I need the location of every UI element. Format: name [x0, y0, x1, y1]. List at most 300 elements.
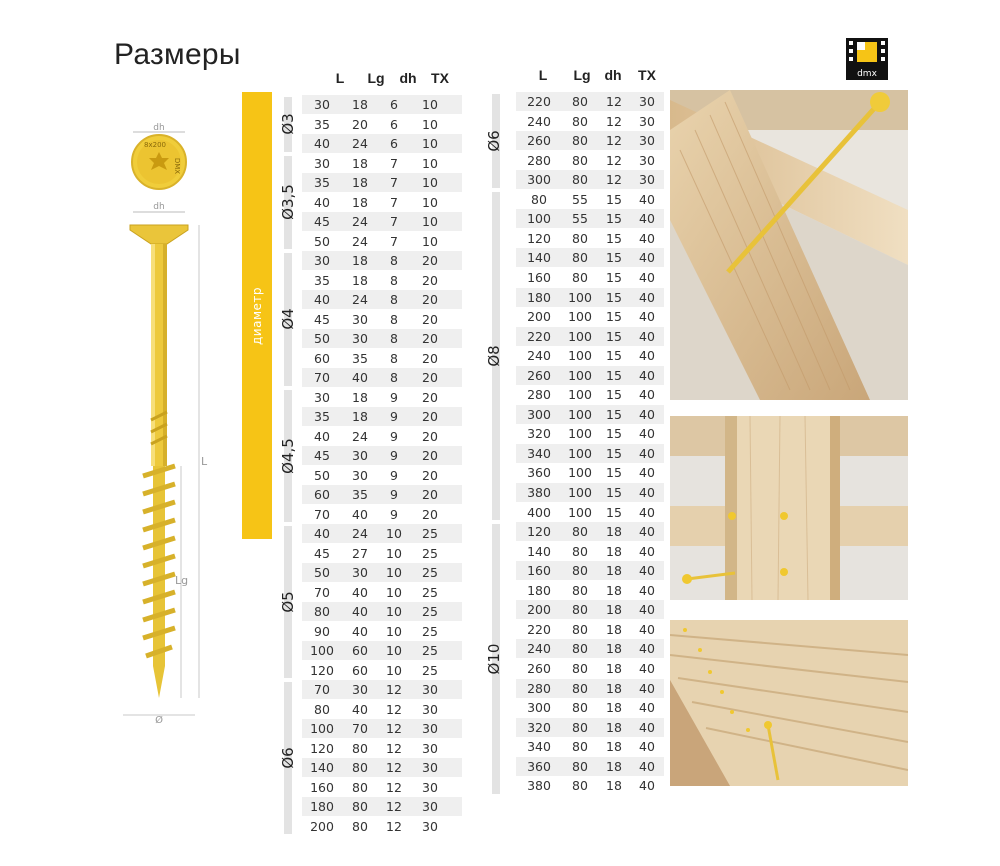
table-row [516, 327, 664, 346]
table-cell-Lg: 18 [352, 194, 368, 210]
table-cell-L: 90 [314, 623, 330, 639]
table-row [302, 329, 462, 348]
table-cell-dh: 9 [390, 487, 398, 502]
table-cell-Lg: 18 [352, 175, 368, 190]
table-cell-L: 100 [310, 721, 334, 736]
table-cell-dh: 15 [606, 269, 622, 285]
table-cell-L: 70 [314, 682, 330, 697]
table-cell-dh: 12 [606, 172, 622, 188]
table-cell-TX: 20 [422, 506, 438, 522]
table-cell-dh: 15 [606, 289, 622, 305]
table-row [302, 602, 462, 621]
table-cell-L: 180 [527, 289, 551, 305]
table-cell-Lg: 100 [568, 328, 592, 344]
table-cell-dh: 15 [606, 465, 622, 481]
table-cell-L: 70 [314, 584, 330, 600]
table-row [302, 641, 462, 660]
group-diameter-text: Ø10 [485, 643, 503, 675]
table-cell-L: 45 [314, 311, 330, 327]
table-cell-TX: 25 [422, 623, 438, 639]
table-cell-L: 280 [527, 152, 551, 168]
right-header-L: L [538, 67, 548, 83]
table-row [302, 622, 462, 641]
table-cell-dh: 12 [386, 799, 402, 814]
table-row [516, 522, 664, 541]
diameter-side-label: диаметр [250, 286, 264, 345]
table-row [516, 268, 664, 287]
table-row [302, 271, 462, 290]
table-cell-Lg: 35 [352, 487, 368, 502]
table-cell-Lg: 40 [352, 584, 368, 600]
table-row [516, 600, 664, 619]
table-cell-dh: 12 [386, 721, 402, 736]
table-cell-L: 120 [310, 740, 334, 756]
table-cell-dh: 9 [390, 389, 398, 405]
table-cell-dh: 6 [390, 97, 398, 112]
table-cell-TX: 25 [422, 565, 438, 580]
photo-deck-boards [670, 620, 908, 786]
group-diameter-text: Ø6 [485, 130, 503, 152]
table-cell-Lg: 60 [352, 662, 368, 678]
table-row [516, 561, 664, 580]
table-cell-Lg: 30 [352, 682, 368, 697]
table-cell-Lg: 80 [352, 760, 368, 775]
table-cell-dh: 18 [606, 739, 622, 755]
table-cell-dh: 18 [606, 719, 622, 735]
table-cell-TX: 40 [639, 602, 655, 618]
table-cell-L: 40 [314, 136, 330, 151]
table-row [302, 544, 462, 563]
table-row [516, 248, 664, 267]
table-cell-L: 80 [314, 604, 330, 619]
table-cell-TX: 40 [639, 230, 655, 246]
table-cell-TX: 20 [422, 331, 438, 346]
table-cell-Lg: 40 [352, 604, 368, 619]
table-cell-TX: 10 [422, 214, 438, 229]
table-cell-TX: 20 [422, 370, 438, 385]
table-cell-dh: 15 [606, 504, 622, 520]
photo-post-connection [670, 416, 908, 600]
table-cell-L: 35 [314, 175, 330, 190]
table-cell-Lg: 80 [572, 133, 588, 149]
table-cell-Lg: 40 [352, 623, 368, 639]
table-cell-TX: 40 [639, 641, 655, 657]
table-cell-L: 60 [314, 350, 330, 366]
table-cell-TX: 20 [422, 253, 438, 268]
table-cell-dh: 18 [606, 582, 622, 598]
table-cell-Lg: 80 [572, 739, 588, 755]
table-cell-Lg: 40 [352, 506, 368, 522]
table-row [302, 505, 462, 524]
table-row [302, 680, 462, 699]
table-row [516, 209, 664, 228]
table-cell-dh: 15 [606, 250, 622, 266]
table-row [516, 307, 664, 326]
L-label: L [201, 455, 208, 468]
table-cell-L: 300 [527, 172, 551, 188]
table-cell-Lg: 40 [352, 370, 368, 385]
table-cell-dh: 7 [390, 214, 398, 229]
table-cell-TX: 40 [639, 504, 655, 520]
group-diameter-label [484, 326, 504, 386]
table-row [516, 483, 664, 502]
table-cell-TX: 10 [422, 155, 438, 171]
table-cell-dh: 8 [390, 350, 398, 366]
table-cell-L: 70 [314, 370, 330, 385]
table-cell-L: 30 [314, 253, 330, 268]
table-cell-TX: 30 [422, 760, 438, 775]
table-cell-L: 30 [314, 97, 330, 112]
table-cell-Lg: 24 [352, 214, 368, 229]
table-cell-Lg: 100 [568, 289, 592, 305]
table-cell-TX: 10 [422, 194, 438, 210]
table-cell-dh: 15 [606, 426, 622, 442]
table-cell-L: 180 [527, 582, 551, 598]
table-cell-dh: 10 [386, 545, 402, 561]
table-row [516, 190, 664, 209]
left-header-dh: dh [399, 70, 417, 86]
table-row [302, 485, 462, 504]
table-cell-Lg: 30 [352, 331, 368, 346]
table-cell-dh: 8 [390, 331, 398, 346]
table-row [516, 229, 664, 248]
table-cell-TX: 20 [422, 409, 438, 424]
table-cell-TX: 40 [639, 387, 655, 403]
table-cell-L: 40 [314, 526, 330, 541]
table-cell-L: 80 [314, 701, 330, 717]
table-cell-L: 240 [527, 641, 551, 657]
table-row [302, 154, 462, 173]
table-row [302, 739, 462, 758]
table-cell-dh: 8 [390, 370, 398, 385]
table-cell-L: 50 [314, 467, 330, 483]
table-cell-L: 160 [527, 563, 551, 579]
table-cell-L: 70 [314, 506, 330, 522]
table-cell-L: 140 [527, 250, 551, 266]
table-cell-L: 360 [527, 758, 551, 774]
dh-label: dh [153, 202, 165, 212]
table-cell-Lg: 80 [572, 778, 588, 794]
table-row [516, 718, 664, 737]
table-cell-L: 30 [314, 389, 330, 405]
table-cell-Lg: 55 [572, 191, 588, 207]
table-cell-TX: 10 [422, 233, 438, 249]
table-cell-L: 35 [314, 272, 330, 288]
table-cell-TX: 30 [422, 721, 438, 736]
table-cell-Lg: 80 [572, 230, 588, 246]
table-cell-L: 45 [314, 448, 330, 463]
table-cell-TX: 40 [639, 700, 655, 716]
left-header-L: L [335, 70, 345, 86]
table-cell-dh: 15 [606, 485, 622, 500]
table-cell-dh: 18 [606, 778, 622, 794]
table-cell-Lg: 30 [352, 448, 368, 463]
table-cell-dh: 18 [606, 680, 622, 696]
table-cell-TX: 40 [639, 582, 655, 598]
table-cell-Lg: 24 [352, 292, 368, 307]
table-cell-dh: 9 [390, 448, 398, 463]
table-cell-Lg: 18 [352, 155, 368, 171]
diameter-side-bar [242, 92, 272, 539]
screw-diagram [115, 120, 220, 725]
table-cell-dh: 15 [606, 406, 622, 422]
table-row [302, 134, 462, 153]
group-diameter-label [484, 629, 504, 689]
table-cell-Lg: 40 [352, 701, 368, 717]
table-cell-Lg: 80 [572, 719, 588, 735]
table-cell-Lg: 80 [572, 152, 588, 168]
table-row [302, 700, 462, 719]
table-cell-dh: 8 [390, 272, 398, 288]
table-cell-dh: 9 [390, 467, 398, 483]
table-cell-Lg: 24 [352, 428, 368, 444]
table-cell-L: 320 [527, 426, 551, 442]
table-cell-Lg: 80 [572, 641, 588, 657]
group-diameter-label [278, 172, 298, 232]
table-cell-Lg: 80 [572, 269, 588, 285]
table-cell-L: 340 [527, 445, 551, 461]
table-row [302, 797, 462, 816]
table-cell-L: 50 [314, 331, 330, 346]
table-cell-TX: 20 [422, 467, 438, 483]
table-cell-dh: 12 [386, 760, 402, 775]
table-cell-TX: 40 [639, 543, 655, 559]
right-header-dh: dh [604, 67, 622, 83]
table-row [302, 427, 462, 446]
table-row [302, 310, 462, 329]
table-cell-L: 280 [527, 680, 551, 696]
table-cell-L: 220 [527, 621, 551, 637]
group-diameter-text: Ø8 [485, 345, 503, 367]
table-cell-TX: 40 [639, 524, 655, 540]
table-cell-dh: 12 [386, 740, 402, 756]
table-row [516, 698, 664, 717]
table-cell-Lg: 80 [572, 250, 588, 266]
table-cell-TX: 40 [639, 719, 655, 735]
table-cell-TX: 40 [639, 348, 655, 364]
table-cell-TX: 40 [639, 621, 655, 637]
table-cell-Lg: 80 [352, 740, 368, 756]
table-row [302, 232, 462, 251]
table-cell-TX: 20 [422, 292, 438, 307]
group-diameter-text: Ø4,5 [279, 437, 297, 474]
table-cell-dh: 18 [606, 758, 622, 774]
table-cell-L: 240 [527, 113, 551, 129]
table-cell-Lg: 100 [568, 426, 592, 442]
table-row [302, 290, 462, 309]
Lg-label: Lg [175, 574, 189, 587]
table-cell-L: 45 [314, 214, 330, 229]
diameter-label: Ø [155, 715, 163, 725]
table-cell-dh: 18 [606, 543, 622, 559]
table-cell-dh: 15 [606, 387, 622, 403]
table-cell-TX: 40 [639, 758, 655, 774]
table-cell-Lg: 24 [352, 233, 368, 249]
table-cell-dh: 15 [606, 445, 622, 461]
group-diameter-text: Ø6 [279, 747, 297, 769]
table-cell-TX: 40 [639, 191, 655, 207]
table-cell-L: 50 [314, 233, 330, 249]
table-row [302, 583, 462, 602]
table-cell-L: 140 [527, 543, 551, 559]
table-cell-L: 340 [527, 739, 551, 755]
table-cell-TX: 40 [639, 660, 655, 676]
table-cell-dh: 7 [390, 175, 398, 190]
right-header-Lg: Lg [573, 67, 591, 83]
table-cell-Lg: 18 [352, 272, 368, 288]
table-cell-dh: 18 [606, 621, 622, 637]
table-cell-dh: 9 [390, 506, 398, 522]
table-row [302, 778, 462, 797]
table-cell-dh: 15 [606, 230, 622, 246]
table-cell-dh: 18 [606, 524, 622, 540]
table-cell-Lg: 100 [568, 348, 592, 364]
table-cell-L: 180 [310, 799, 334, 814]
table-row [516, 776, 664, 795]
table-cell-L: 80 [531, 191, 547, 207]
dmx-logo [846, 38, 888, 80]
table-cell-TX: 30 [422, 779, 438, 795]
logo-text: dmx [857, 69, 877, 79]
table-cell-Lg: 80 [572, 621, 588, 637]
table-cell-dh: 10 [386, 526, 402, 541]
table-cell-TX: 25 [422, 526, 438, 541]
table-cell-Lg: 100 [568, 465, 592, 481]
table-cell-L: 240 [527, 348, 551, 364]
table-cell-Lg: 30 [352, 565, 368, 580]
table-cell-dh: 18 [606, 700, 622, 716]
table-cell-TX: 40 [639, 485, 655, 500]
table-row [516, 92, 664, 111]
table-row [516, 659, 664, 678]
table-cell-TX: 10 [422, 136, 438, 151]
table-cell-dh: 10 [386, 623, 402, 639]
table-cell-Lg: 100 [568, 445, 592, 461]
table-row [302, 349, 462, 368]
table-row [516, 424, 664, 443]
table-row [302, 368, 462, 387]
table-cell-L: 140 [310, 760, 334, 775]
table-cell-TX: 40 [639, 680, 655, 696]
table-cell-TX: 30 [639, 152, 655, 168]
table-cell-dh: 6 [390, 116, 398, 132]
table-cell-dh: 15 [606, 328, 622, 344]
table-cell-TX: 20 [422, 428, 438, 444]
table-cell-Lg: 18 [352, 389, 368, 405]
table-cell-dh: 15 [606, 309, 622, 325]
table-cell-L: 200 [310, 818, 334, 834]
table-cell-Lg: 55 [572, 211, 588, 227]
group-diameter-label [278, 728, 298, 788]
table-cell-dh: 12 [606, 94, 622, 109]
table-row [302, 817, 462, 836]
table-cell-dh: 15 [606, 211, 622, 227]
table-cell-TX: 30 [639, 94, 655, 109]
table-cell-TX: 30 [639, 113, 655, 129]
table-cell-Lg: 100 [568, 504, 592, 520]
table-cell-L: 40 [314, 428, 330, 444]
table-row [516, 737, 664, 756]
table-cell-dh: 12 [606, 152, 622, 168]
table-cell-TX: 25 [422, 662, 438, 678]
table-row [516, 366, 664, 385]
table-cell-TX: 20 [422, 350, 438, 366]
table-row [302, 193, 462, 212]
table-row [302, 719, 462, 738]
table-cell-L: 300 [527, 700, 551, 716]
table-row [516, 131, 664, 150]
table-cell-L: 60 [314, 487, 330, 502]
group-diameter-text: Ø3,5 [279, 184, 297, 221]
table-cell-dh: 10 [386, 643, 402, 658]
table-cell-Lg: 70 [352, 721, 368, 736]
table-cell-TX: 40 [639, 309, 655, 325]
table-cell-L: 50 [314, 565, 330, 580]
table-row [302, 251, 462, 270]
table-cell-TX: 10 [422, 116, 438, 132]
table-cell-L: 380 [527, 778, 551, 794]
table-cell-dh: 10 [386, 604, 402, 619]
table-cell-Lg: 80 [572, 582, 588, 598]
table-row [516, 288, 664, 307]
table-cell-Lg: 80 [572, 602, 588, 618]
table-cell-dh: 12 [606, 133, 622, 149]
table-cell-dh: 12 [386, 682, 402, 697]
table-cell-TX: 40 [639, 211, 655, 227]
table-cell-TX: 30 [639, 133, 655, 149]
table-cell-dh: 12 [386, 779, 402, 795]
table-cell-dh: 15 [606, 348, 622, 364]
table-cell-Lg: 35 [352, 350, 368, 366]
table-cell-TX: 40 [639, 289, 655, 305]
table-row [516, 679, 664, 698]
table-cell-Lg: 100 [568, 309, 592, 325]
table-cell-dh: 10 [386, 662, 402, 678]
table-row [302, 115, 462, 134]
page-title: Размеры [114, 38, 241, 71]
table-cell-L: 220 [527, 94, 551, 109]
table-row [516, 385, 664, 404]
table-cell-L: 40 [314, 194, 330, 210]
group-diameter-label [278, 572, 298, 632]
table-cell-Lg: 100 [568, 387, 592, 403]
table-cell-TX: 30 [422, 818, 438, 834]
table-cell-L: 260 [527, 660, 551, 676]
table-cell-TX: 25 [422, 643, 438, 658]
head-side-text: DMX [173, 157, 181, 175]
table-cell-L: 35 [314, 116, 330, 132]
table-cell-L: 100 [527, 211, 551, 227]
table-cell-dh: 8 [390, 292, 398, 307]
photo-diagonal-screw [670, 90, 908, 400]
table-cell-Lg: 100 [568, 406, 592, 422]
table-cell-dh: 18 [606, 602, 622, 618]
table-cell-TX: 30 [422, 682, 438, 697]
table-cell-Lg: 80 [572, 94, 588, 109]
table-cell-TX: 20 [422, 448, 438, 463]
table-cell-L: 260 [527, 367, 551, 383]
table-cell-Lg: 24 [352, 136, 368, 151]
table-cell-L: 35 [314, 409, 330, 424]
table-cell-L: 260 [527, 133, 551, 149]
group-diameter-label [278, 426, 298, 486]
table-row [516, 620, 664, 639]
table-row [516, 346, 664, 365]
table-cell-TX: 20 [422, 389, 438, 405]
table-cell-dh: 9 [390, 409, 398, 424]
table-cell-L: 200 [527, 602, 551, 618]
table-row [516, 542, 664, 561]
